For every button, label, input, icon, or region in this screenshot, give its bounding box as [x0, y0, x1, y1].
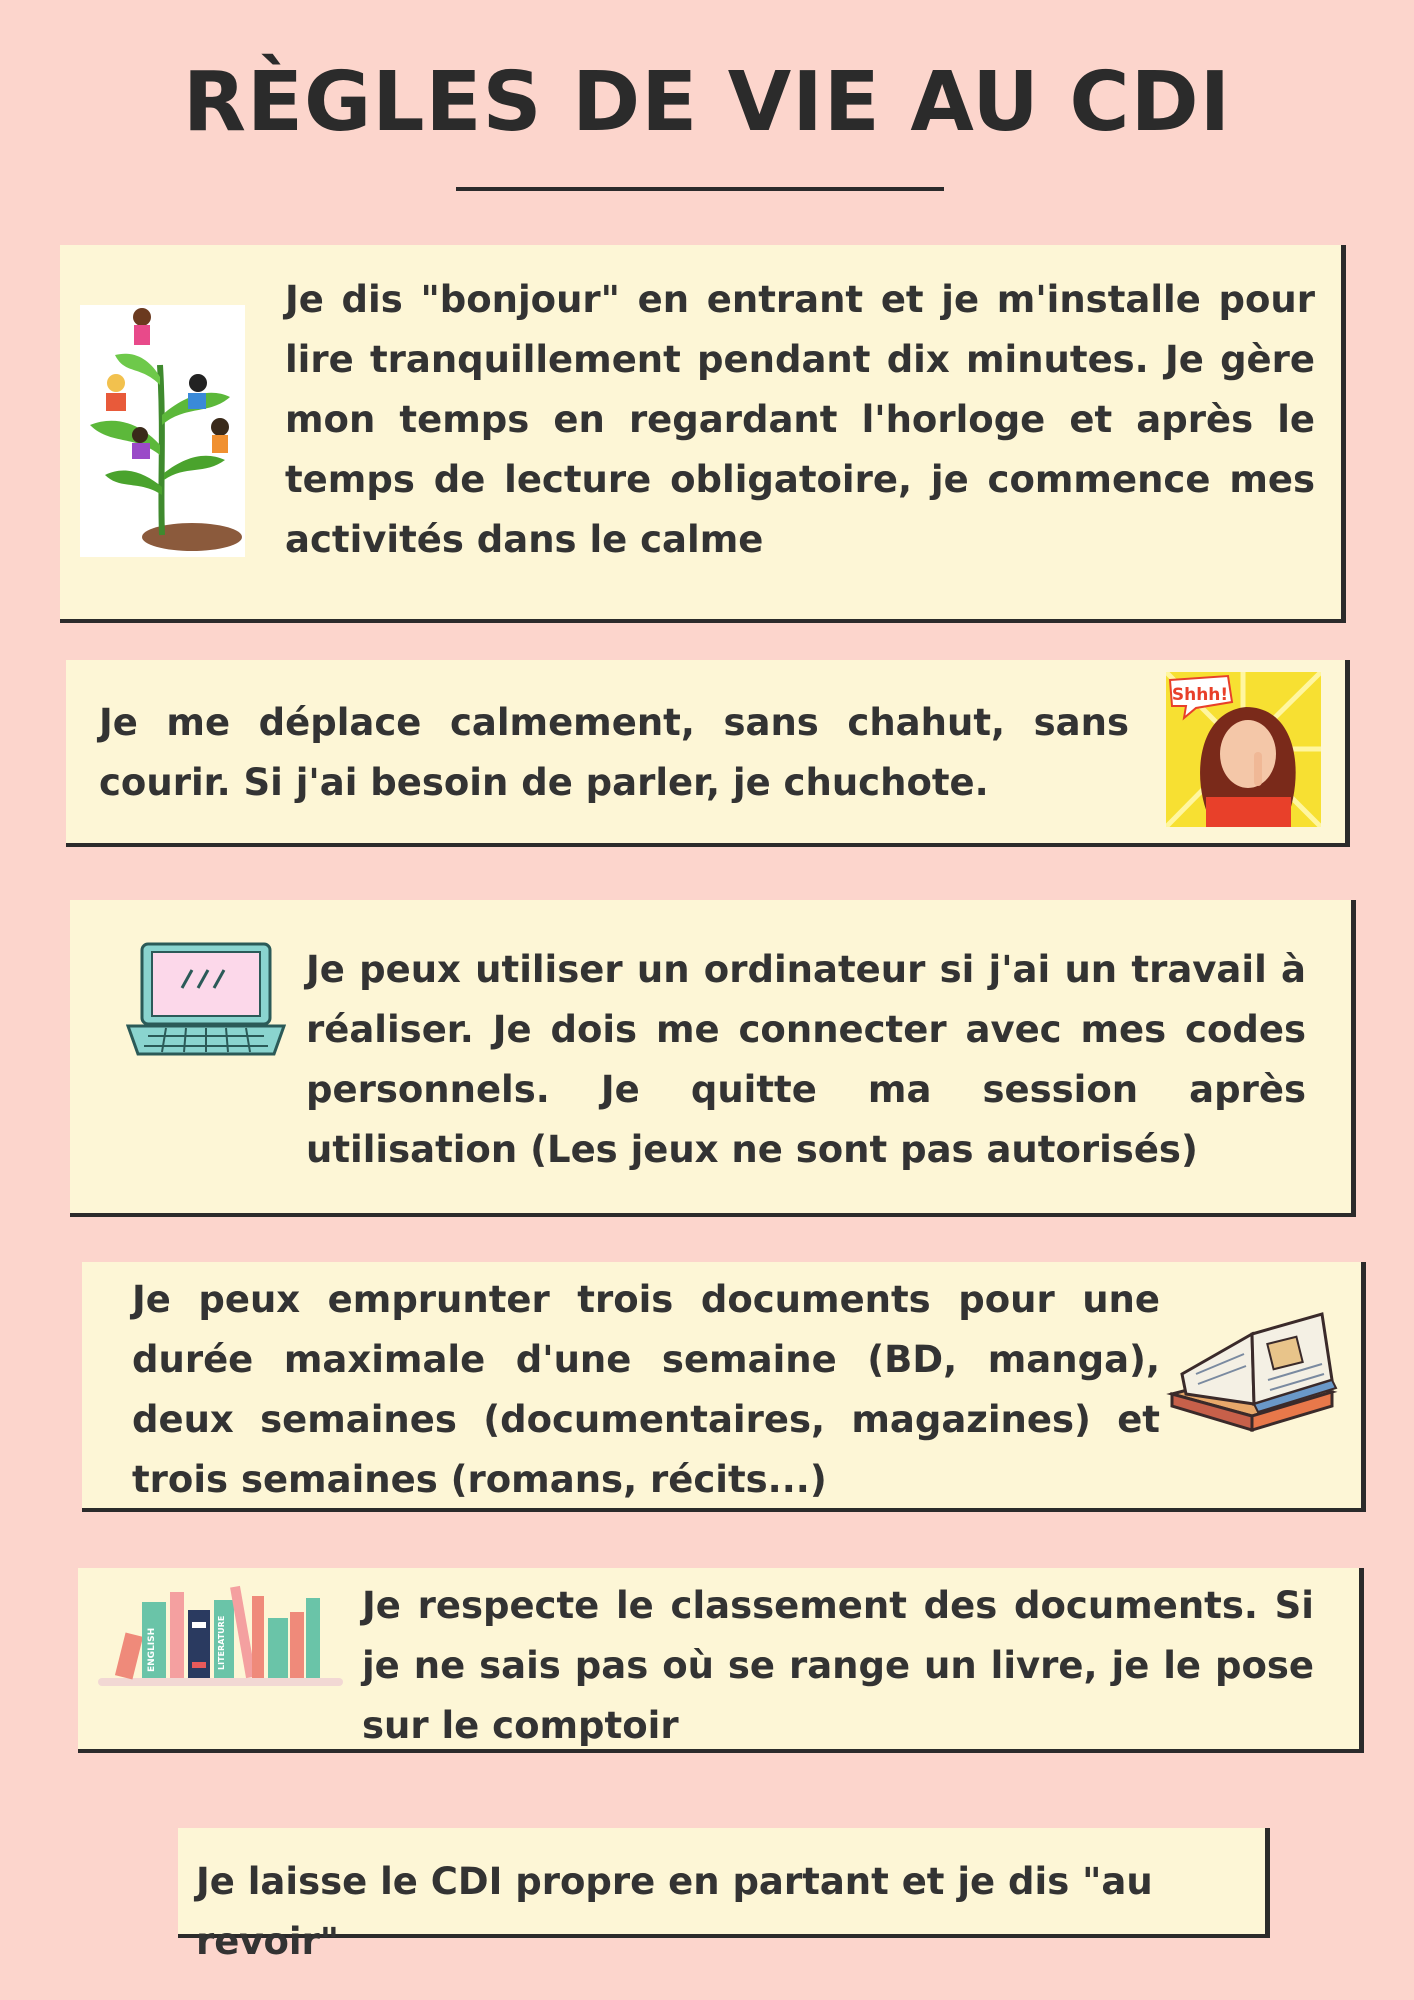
rule-card-5 [78, 1568, 1364, 1753]
rule-text-3: Je peux utiliser un ordinateur si j'ai un travail à réaliser. Je dois me connecter avec mes codes personnels. Je quitte ma session après utilisation (Les jeux ne sont pas autorisés) [306, 948, 1306, 1171]
rule-text-1: Je dis "bonjour" en entrant et je m'installe pour lire tranquillement pendant dix minutes. Je gère mon temps en regardant l'horloge et après le temps de lecture obligatoire, je commence mes activités dans le calme [285, 278, 1315, 561]
page-title: RÈGLES DE VIE AU CDI [182, 55, 1232, 150]
rule-text-6: Je laisse le CDI propre en partant et je dis "au revoir" [196, 1860, 1153, 1963]
laptop-illustration [126, 940, 286, 1060]
shhh-woman-illustration [1166, 672, 1321, 827]
rule-card-6 [178, 1828, 1270, 1963]
english-spine-label: ENGLISH [147, 1627, 157, 1672]
shhh-badge-text: Shhh! [1171, 685, 1229, 705]
rule-card-3 [70, 900, 1356, 1217]
rule-card-1 [60, 245, 1346, 623]
rule-card-4 [82, 1262, 1366, 1512]
literature-spine-label: LITERATURE [217, 1615, 226, 1670]
bookshelf-illustration [98, 1582, 343, 1692]
rule-text-2: Je me déplace calmement, sans chahut, sans courir. Si j'ai besoin de parler, je chuchote. [99, 701, 1129, 804]
rule-text-4: Je peux emprunter trois documents pour une durée maximale d'une semaine (BD, manga), deux semaines (documentaires, magazines) et trois semaines (romans, récits...) [132, 1278, 1160, 1501]
rule-card-2 [66, 660, 1350, 847]
open-book-stack-illustration [1162, 1294, 1342, 1434]
children-reading-plant-illustration [80, 305, 245, 557]
rule-text-5: Je respecte le classement des documents. Si je ne sais pas où se range un livre, je le pose sur le comptoir [362, 1584, 1314, 1747]
title-divider [456, 187, 944, 191]
